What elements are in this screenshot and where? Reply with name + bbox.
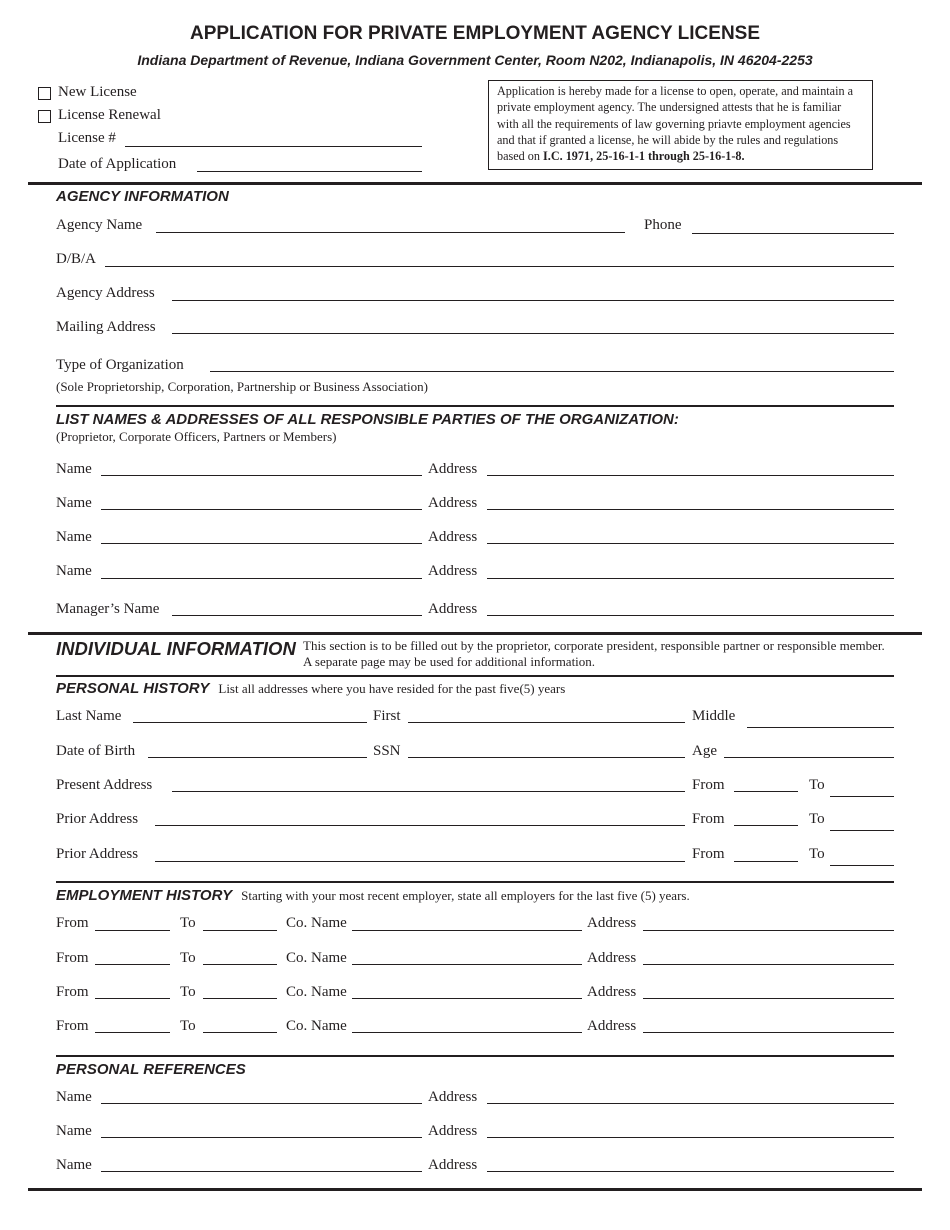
employment-address-label: Address [587,915,637,931]
individual-information-note: This section is to be filled out by the proprietor, corporate president, responsible partner or responsible member. A separate page may be used for additional information. [303,638,885,669]
employment-from-label: From [56,1018,89,1034]
section-divider [56,1055,894,1057]
phone-field[interactable] [692,233,894,234]
party-address-label: Address [428,495,478,511]
prior-from-field[interactable] [734,861,798,862]
attestation-text: Application is hereby made for a license to open, operate, and maintain a private employment agency. The undersigned attests that he is familiar with all the requirements of law governing priavte employment agencies and that if granted a license, he will abide by the rules and regulations based on [497,84,854,164]
agency-information-heading: AGENCY INFORMATION [56,188,229,205]
employment-company-label: Co. Name [286,915,347,931]
reference-address-label: Address [428,1157,478,1173]
employment-address-label: Address [587,1018,637,1034]
prior-to-label: To [809,811,825,827]
party-name-label: Name [56,529,92,545]
form-title: APPLICATION FOR PRIVATE EMPLOYMENT AGENCY LICENSE [189,23,761,44]
attestation-notice [488,80,873,170]
prior-to-field[interactable] [830,865,894,866]
manager-name-label: Manager’s Name [56,601,160,617]
phone-label: Phone [644,217,682,233]
party-name-field[interactable] [101,578,422,579]
employment-history-heading: EMPLOYMENT HISTORY [56,887,233,904]
employment-from-label: From [56,915,89,931]
present-from-label: From [692,777,725,793]
bottom-divider [28,1188,922,1191]
party-name-label: Name [56,461,92,477]
employment-from-label: From [56,950,89,966]
date-of-birth-label: Date of Birth [56,743,136,759]
date-of-birth-field[interactable] [148,757,367,758]
section-divider [28,182,922,185]
attestation-citation: I.C. 1971, 25-16-1-1 through 25-16-1-8. [543,149,745,164]
last-name-field[interactable] [133,722,367,723]
section-divider [56,675,894,677]
prior-address-label: Prior Address [56,846,139,862]
reference-address-field[interactable] [487,1137,894,1138]
prior-address-field[interactable] [155,861,685,862]
party-name-field[interactable] [101,475,422,476]
employment-company-field[interactable] [352,1032,582,1033]
employment-company-label: Co. Name [286,984,347,1000]
age-label: Age [692,743,717,759]
prior-from-field[interactable] [734,825,798,826]
present-from-field[interactable] [734,791,798,792]
agency-address-label: Agency Address [56,285,155,301]
employment-to-field[interactable] [203,1032,277,1033]
ssn-label: SSN [373,743,401,759]
employment-from-field[interactable] [95,998,170,999]
present-address-field[interactable] [172,791,685,792]
employment-address-field[interactable] [643,1032,894,1033]
employment-from-field[interactable] [95,1032,170,1033]
mailing-address-label: Mailing Address [56,319,156,335]
reference-address-field[interactable] [487,1171,894,1172]
employment-to-label: To [180,950,196,966]
license-number-field[interactable] [125,146,422,147]
new-license-label: New License [58,84,137,100]
agency-name-field[interactable] [156,232,625,233]
form-subtitle: Indiana Department of Revenue, Indiana Government Center, Room N202, Indianapolis, IN 46204-2253 [137,52,813,68]
reference-name-field[interactable] [101,1137,422,1138]
party-name-label: Name [56,495,92,511]
license-number-label: License # [58,130,116,146]
personal-history-note: List all addresses where you have resided for the past five(5) years [218,681,566,696]
individual-information-heading: INDIVIDUAL INFORMATION [56,638,296,659]
party-name-label: Name [56,563,92,579]
agency-address-field[interactable] [172,300,894,301]
license-renewal-label: License Renewal [58,107,161,123]
employment-address-field[interactable] [643,998,894,999]
last-name-label: Last Name [56,708,122,724]
employment-to-field[interactable] [203,964,277,965]
party-address-field[interactable] [487,578,894,579]
date-of-application-label: Date of Application [58,156,177,172]
employment-address-field[interactable] [643,930,894,931]
responsible-parties-heading: LIST NAMES & ADDRESSES OF ALL RESPONSIBLE PARTIES OF THE ORGANIZATION: [56,411,679,428]
reference-name-label: Name [56,1123,92,1139]
new-license-checkbox[interactable] [38,87,51,100]
type-of-organization-label: Type of Organization [56,357,184,373]
party-name-field[interactable] [101,543,422,544]
present-address-label: Present Address [56,777,153,793]
license-renewal-checkbox[interactable] [38,110,51,123]
reference-name-label: Name [56,1089,92,1105]
employment-history-note: Starting with your most recent employer, state all employers for the last five (5) years. [241,888,690,903]
party-address-field[interactable] [487,509,894,510]
age-field[interactable] [724,757,894,758]
party-address-label: Address [428,529,478,545]
employment-to-field[interactable] [203,998,277,999]
personal-references-heading: PERSONAL REFERENCES [56,1061,246,1078]
personal-history-header [56,680,565,698]
manager-address-field[interactable] [487,615,894,616]
middle-name-field[interactable] [747,727,894,728]
section-divider [28,632,922,635]
mailing-address-field[interactable] [172,333,894,334]
employment-from-field[interactable] [95,930,170,931]
prior-from-label: From [692,846,725,862]
dba-label: D/B/A [56,251,97,267]
present-to-label: To [809,777,825,793]
type-of-organization-note: (Sole Proprietorship, Corporation, Partnership or Business Association) [56,379,428,394]
employment-to-field[interactable] [203,930,277,931]
party-name-field[interactable] [101,509,422,510]
personal-history-heading: PERSONAL HISTORY [56,680,210,697]
party-address-field[interactable] [487,543,894,544]
dba-field[interactable] [105,266,894,267]
employment-address-field[interactable] [643,964,894,965]
manager-address-label: Address [428,601,478,617]
employment-company-label: Co. Name [286,1018,347,1034]
prior-address-label: Prior Address [56,811,139,827]
employment-address-label: Address [587,950,637,966]
employment-to-label: To [180,1018,196,1034]
present-to-field[interactable] [830,796,894,797]
reference-name-label: Name [56,1157,92,1173]
employment-from-label: From [56,984,89,1000]
reference-name-field[interactable] [101,1171,422,1172]
type-of-organization-field[interactable] [210,371,894,372]
agency-name-label: Agency Name [56,217,143,233]
employment-company-label: Co. Name [286,950,347,966]
employment-company-field[interactable] [352,998,582,999]
reference-address-label: Address [428,1089,478,1105]
section-divider [56,405,894,407]
reference-name-field[interactable] [101,1103,422,1104]
reference-address-field[interactable] [487,1103,894,1104]
prior-to-field[interactable] [830,830,894,831]
party-address-field[interactable] [487,475,894,476]
employment-from-field[interactable] [95,964,170,965]
employment-company-field[interactable] [352,930,582,931]
middle-name-label: Middle [692,708,736,724]
employment-history-header [56,887,690,905]
date-of-application-field[interactable] [197,171,422,172]
manager-name-field[interactable] [172,615,422,616]
first-name-label: First [373,708,401,724]
party-address-label: Address [428,563,478,579]
employment-to-label: To [180,984,196,1000]
reference-address-label: Address [428,1123,478,1139]
first-name-field[interactable] [408,722,685,723]
ssn-field[interactable] [408,757,685,758]
prior-from-label: From [692,811,725,827]
prior-to-label: To [809,846,825,862]
responsible-parties-note: (Proprietor, Corporate Officers, Partners or Members) [56,429,337,444]
employment-to-label: To [180,915,196,931]
prior-address-field[interactable] [155,825,685,826]
employment-address-label: Address [587,984,637,1000]
employment-company-field[interactable] [352,964,582,965]
party-address-label: Address [428,461,478,477]
section-divider [56,881,894,883]
